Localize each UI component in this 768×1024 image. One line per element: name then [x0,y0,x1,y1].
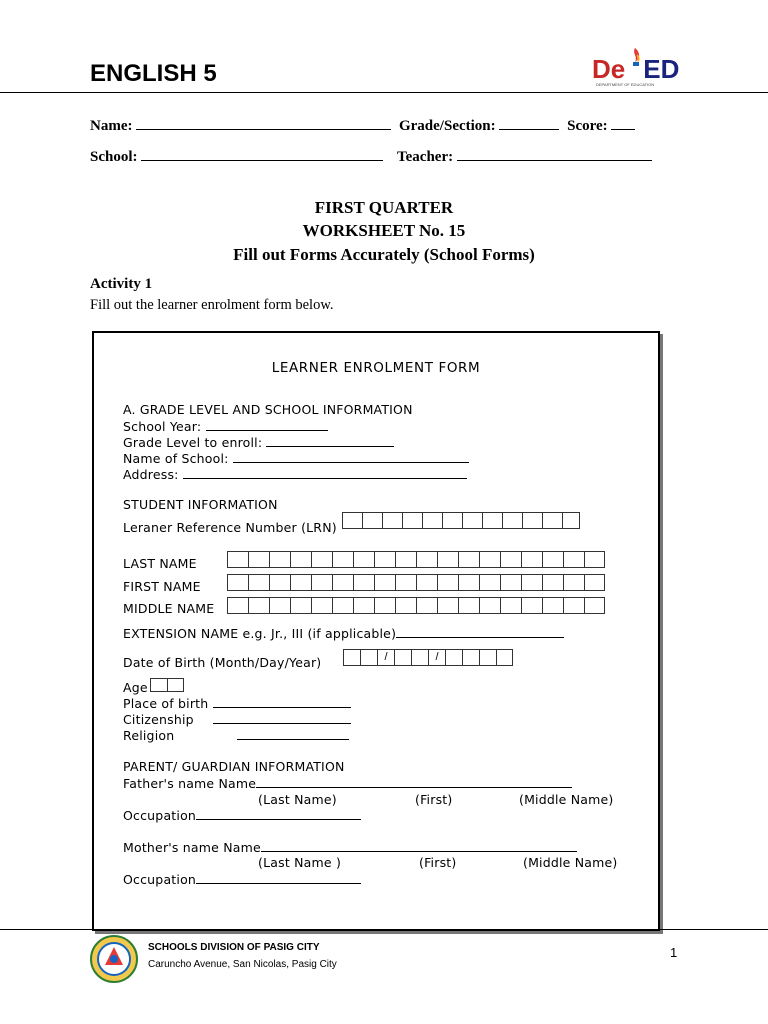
letter-box[interactable] [290,551,311,568]
letter-box[interactable] [437,551,458,568]
letter-box[interactable] [500,551,521,568]
address-field[interactable] [183,466,467,479]
score-field[interactable] [611,117,635,130]
birthplace-label: Place of birth [123,696,209,711]
letter-box[interactable] [311,597,332,614]
name-field[interactable] [136,117,391,130]
letter-box[interactable] [353,574,374,591]
extension-field[interactable] [396,625,564,638]
father-first-hint: (First) [415,792,453,807]
mother-occupation-label: Occupation [123,872,197,887]
school-year-label: School Year: [123,419,202,434]
letter-box[interactable] [311,574,332,591]
letter-box[interactable] [248,597,269,614]
letter-box[interactable] [311,551,332,568]
letter-box[interactable] [395,551,416,568]
letter-box[interactable] [437,597,458,614]
subject-title: ENGLISH 5 [90,60,217,87]
teacher-label: Teacher: [397,149,454,165]
mother-label: Mother's name Name [123,840,261,855]
letter-box[interactable] [269,597,290,614]
letter-box[interactable] [395,597,416,614]
letter-box[interactable] [416,574,437,591]
extension-row [123,625,564,641]
letter-box[interactable] [584,574,605,591]
letter-box[interactable] [584,551,605,568]
lrn-label: Leraner Reference Number (LRN) [123,520,337,535]
letter-box[interactable] [563,597,584,614]
birthplace-row [123,695,351,711]
deped-logo [592,44,682,90]
letter-box[interactable] [458,597,479,614]
letter-box[interactable] [227,574,248,591]
letter-box[interactable] [248,574,269,591]
father-occupation-label: Occupation [123,808,197,823]
letter-box[interactable] [416,597,437,614]
middle-name-label: MIDDLE NAME [123,601,215,616]
letter-box[interactable] [521,574,542,591]
grade-level-field[interactable] [266,434,394,447]
father-row [123,775,572,791]
logo-text-ed: ED [643,54,680,84]
letter-box[interactable] [395,574,416,591]
mother-middle-hint: (Middle Name) [523,855,618,870]
letter-box[interactable] [269,574,290,591]
mother-last-hint: (Last Name ) [258,855,342,870]
letter-box[interactable] [458,574,479,591]
worksheet-title: WORKSHEET No. 15 [302,221,466,240]
letter-box[interactable] [374,597,395,614]
letter-box[interactable] [584,597,605,614]
mother-name-field[interactable] [261,839,577,852]
letter-box[interactable] [479,574,500,591]
address-row [123,466,467,482]
school-year-row [123,418,328,434]
letter-box[interactable] [290,597,311,614]
letter-box[interactable] [521,597,542,614]
letter-box[interactable] [500,597,521,614]
birthplace-field[interactable] [213,695,351,708]
address-label: Address: [123,467,179,482]
school-field[interactable] [141,148,383,161]
mother-first-hint: (First) [419,855,457,870]
name-row [90,117,635,135]
school-name-field[interactable] [233,450,469,463]
letter-box[interactable] [458,551,479,568]
citizenship-label: Citizenship [123,712,194,727]
letter-box[interactable] [479,597,500,614]
last-name-boxes[interactable] [227,551,605,568]
letter-box[interactable] [290,574,311,591]
dob-label: Date of Birth (Month/Day/Year) [123,655,322,670]
division-name: SCHOOLS DIVISION OF PASIG CITY [148,942,320,953]
religion-label: Religion [123,728,175,743]
mother-occupation-row [123,871,361,887]
activity-heading: Activity 1 [90,276,153,292]
header-rule [0,92,768,93]
grade-section-label: Grade/Section: [398,118,496,134]
section-a-heading: A. GRADE LEVEL AND SCHOOL INFORMATION [123,402,413,417]
school-year-field[interactable] [206,418,328,431]
form-title: LEARNER ENROLMENT FORM [271,360,481,376]
letter-box[interactable] [479,551,500,568]
age-label: Age [123,680,148,695]
parent-info-heading: PARENT/ GUARDIAN INFORMATION [123,759,345,774]
letter-box[interactable] [563,574,584,591]
student-info-heading: STUDENT INFORMATION [123,497,278,512]
middle-name-boxes[interactable] [227,597,605,614]
dob-boxes[interactable]: / / [343,649,513,666]
letter-box[interactable] [353,597,374,614]
mother-occupation-field[interactable] [196,871,361,884]
first-name-boxes[interactable] [227,574,605,591]
school-name-label: Name of School: [123,451,229,466]
age-boxes[interactable] [150,678,184,692]
letter-box[interactable] [416,551,437,568]
mother-row [123,839,577,855]
letter-box[interactable] [332,574,353,591]
letter-box[interactable] [563,551,584,568]
lrn-boxes[interactable] [342,512,580,529]
grade-section-field[interactable] [499,117,559,130]
letter-box[interactable] [500,574,521,591]
letter-box[interactable] [227,597,248,614]
letter-box[interactable] [542,597,563,614]
grade-level-row [123,434,394,450]
activity-instruction: Fill out the learner enrolment form below. [90,297,334,313]
religion-field[interactable] [237,727,349,740]
school-label: School: [90,149,138,165]
letter-box[interactable] [542,574,563,591]
father-name-field[interactable] [256,775,572,788]
first-name-label: FIRST NAME [123,579,201,594]
father-last-hint: (Last Name) [258,792,337,807]
father-occupation-row [123,807,361,823]
religion-row [123,727,349,743]
letter-box[interactable] [269,551,290,568]
letter-box[interactable] [521,551,542,568]
father-label: Father's name Name [123,776,257,791]
teacher-field[interactable] [457,148,652,161]
division-address: Caruncho Avenue, San Nicolas, Pasig City [148,959,337,970]
footer-rule [0,929,768,930]
extension-label: EXTENSION NAME e.g. Jr., III (if applicable) [123,626,397,641]
letter-box[interactable] [227,551,248,568]
grade-level-label: Grade Level to enroll: [123,435,263,450]
father-occupation-field[interactable] [196,807,361,820]
logo-tagline: DEPARTMENT OF EDUCATION [596,82,655,87]
topic-title: Fill out Forms Accurately (School Forms) [233,245,535,264]
last-name-label: LAST NAME [123,556,197,571]
letter-box[interactable] [353,551,374,568]
letter-box[interactable] [248,551,269,568]
name-label: Name: [90,118,133,134]
school-name-row [123,450,469,466]
letter-box[interactable] [332,597,353,614]
citizenship-row [123,711,351,727]
letter-box[interactable] [542,551,563,568]
school-row [90,148,652,166]
father-middle-hint: (Middle Name) [519,792,614,807]
letter-box[interactable] [332,551,353,568]
logo-text-de: De [592,54,626,84]
letter-box[interactable] [374,574,395,591]
score-label: Score: [567,118,608,134]
letter-box[interactable] [437,574,458,591]
quarter-title: FIRST QUARTER [314,198,454,217]
division-seal-icon [90,935,138,983]
page-number: 1 [670,945,678,960]
citizenship-field[interactable] [213,711,351,724]
letter-box[interactable] [374,551,395,568]
